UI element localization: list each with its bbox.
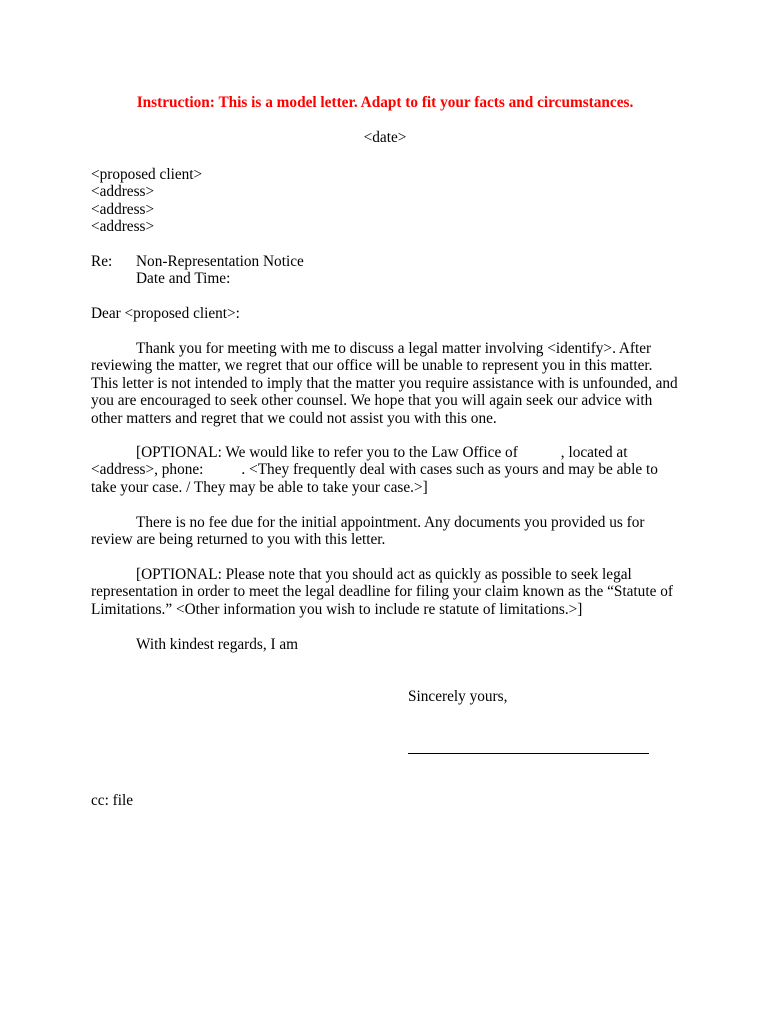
recipient-address-line: <address> bbox=[91, 200, 155, 218]
closing-line bbox=[91, 636, 691, 653]
paragraph-line: There is no fee due for the initial appointment. Any documents you provided us for bbox=[136, 514, 645, 531]
recipient-name: <proposed client> bbox=[91, 166, 203, 183]
paragraph-3 bbox=[91, 514, 691, 549]
recipient-address-line: <address> bbox=[91, 218, 155, 236]
paragraph-4 bbox=[91, 566, 691, 618]
re-subject: Non-Representation Notice bbox=[136, 253, 304, 270]
paragraph-line: <address>, phone: bbox=[91, 461, 204, 479]
re-block bbox=[91, 253, 691, 288]
paragraph-line: review are being returned to you with this letter. bbox=[91, 531, 386, 549]
closing-text: With kindest regards, I am bbox=[136, 636, 299, 653]
salutation: Dear <proposed client>: bbox=[91, 305, 240, 322]
paragraph-2 bbox=[91, 444, 691, 496]
paragraph-line: , located at bbox=[560, 444, 628, 461]
paragraph-line: . <They frequently deal with cases such as yours and may be able to bbox=[241, 461, 658, 479]
paragraph-line: This letter is not intended to imply that the matter you require assistance with is unfounded, and bbox=[91, 374, 678, 392]
paragraph-line: representation in order to meet the legal deadline for filing your claim known as the “Statute of bbox=[91, 583, 673, 601]
re-label: Re: bbox=[91, 253, 113, 270]
signoff: Sincerely yours, bbox=[408, 688, 508, 705]
recipient-block bbox=[91, 166, 691, 236]
cc-line: cc: file bbox=[91, 792, 134, 809]
paragraph-line: [OPTIONAL: Please note that you should act as quickly as possible to seek legal bbox=[136, 566, 632, 583]
paragraph-line: other matters and regret that we could not assist you with this one. bbox=[91, 409, 497, 427]
paragraph-line: reviewing the matter, we regret that our office will be unable to represent you in this matter. bbox=[91, 357, 653, 375]
date-placeholder: <date> bbox=[363, 129, 407, 146]
paragraph-line: [OPTIONAL: We would like to refer you to the Law Office of bbox=[136, 444, 518, 461]
instruction-heading: Instruction: This is a model letter. Adapt to fit your facts and circumstances. bbox=[136, 94, 634, 111]
paragraph-line: Limitations.” <Other information you wish to include re statute of limitations.>] bbox=[91, 600, 583, 618]
recipient-address-line: <address> bbox=[91, 183, 155, 201]
paragraph-line: you are encouraged to seek other counsel. We hope that you will again seek our advice with bbox=[91, 392, 653, 410]
paragraph-1 bbox=[91, 340, 691, 427]
re-date-time: Date and Time: bbox=[136, 270, 231, 288]
paragraph-line: Thank you for meeting with me to discuss a legal matter involving <identify>. After bbox=[136, 340, 652, 357]
signature-line bbox=[408, 753, 649, 754]
paragraph-line: take your case. / They may be able to take your case.>] bbox=[91, 478, 428, 496]
